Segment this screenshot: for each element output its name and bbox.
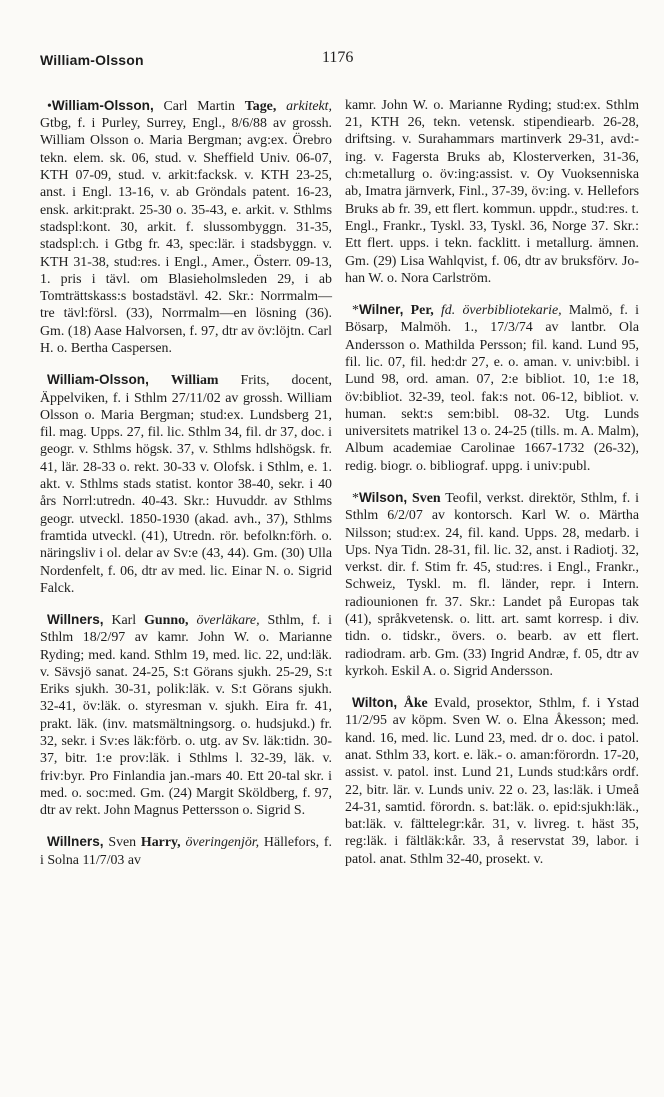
entry-given: Carl Martin [153,98,245,114]
entry-surname: William-Olsson, [47,372,149,388]
entry-given [397,696,404,711]
entry-title: arkitekt, [286,98,332,114]
entry-title: överläkare, [196,612,260,628]
entry-body: Malmö, f. i Bösarp, Malmöh. 1., 17/3/74 av lantbr. Ola Andersson o. Mathilda Persson; fil. kand. Lund 95, fil. lic. 07, fil. hed:dr 27, e. o. aman. v. univ:bibl. i Lund 98, ord. aman. 07, 2:e bibliot. 10, 1:e 18, öv:bibliot. 32-39, teol. fak:s not. 06-12, bibliot. v. human. sekt:s sem:bibl. 08-32. Utg. Lunds universitets matrikel 13 o. 24-25 (tills. m. A. Malm), Album academiae Carolinae 1667-1732 (26-32), redig. biogr. o. bibliograf. uppg. i univ:publ. [345,303,639,474]
entry-body: Teofil, verkst. direktör, Sthlm, f. i Sthlm 6/2/07 av kontorsch. Karl W. o. Märtha Nilsson; stud:ex. 24, fil. kand. Upps. 28, medarb. i Ups. Nya Tidn. 28-31, fil. lic. 32, anst. i Radiotj. 32, verkst. dir. f. Stim fr. 45, stud:res. i Engl., Frankr., Schweiz, Tyskl. m. fl. länder, repr. i Intern. radiounionen fr. 37. Skr.: Landet på Europas tak (41), språkvetensk. o. litt. art. samt korresp. i div. tidn. o. tidskr., övers. o. bearb. av ett flert. radiodram. arb. Gm. (33) Ingrid Andræ, f. 05, dtr av kyrkoh. Eskil A. o. Sigrid Andersson. [345,490,639,679]
entry-surname: Wilner, [358,302,404,318]
entry-given-bold: Gunno, [144,612,189,628]
entry-title: fd. överbibliotekarie, [440,303,562,319]
entry-surname: Willners, [47,611,104,627]
entry-given [149,373,171,388]
page-header [40,49,636,74]
entry-given-bold: Åke [403,696,428,712]
entry-body: Evald, prosektor, Sthlm, f. i Ystad 11/2/95 av köpm. Sven W. o. Elna Åkesson; med. kand. 16, med. lic. Lund 23, med. dr o. doc. i patol. anat. Sthlm 33, kort. e. läk.- o. aman:förordn. 17-20, assist. v. patol. inst. Lund 21, Lunds stud:kårs ordf. 22, bitr. lär. v. Lunds univ. 22 o. 23, las:läk. i Umeå 24-31, samtid. förordn. s. bat:läk. o. epid:sjukh:läk., bat:läk. v. fälttelegr:kår. 31, v. livreg. t. häst 35, reg:läk. i fältläk:kår. 33, å reservstat 39, labor. i patol. anat. Sthlm 32-40, prosekt. v. [345,696,639,867]
entry-given-bold: Per, [410,303,434,319]
entry-wilson-sven [345,489,639,680]
entry-surname: William-Olsson, [51,97,154,113]
entry-surname: Wilton, [352,695,398,711]
page-number: 1176 [322,49,354,66]
entry-wilner-per [345,301,639,475]
running-head: William-Olsson [40,52,144,68]
entry-willners-gunno [40,611,332,820]
entry-surname: Willners, [47,834,104,850]
entry-given: Karl [103,612,145,628]
left-column [40,83,332,883]
entry-william-olsson-william [40,371,332,597]
entry-body: Gtbg, f. i Purley, Surrey, Engl., 8/6/88 av grossh. William Olsson o. Maria Bergman; avg:ex. Örebro tekn. elem. sk. 06, stud. v. Sheffield Univ. 06-07, KTH 07-09, stud. v. arkit:facksk. v. KTH 23-25, anst. i Engl. 13-16, v. ab Gröndals patent. 16-23, ensk. arkit:prakt. 25-30 o. 35-43, e. arkit. v. Sthlms stadspl:kont. 30, arkit. f. slussombyggn. 31-35, stadspl:ch. i Gtbg fr. 43, spec:lär. i stadsbyggn. v. KTH 31-38, stud:res. i Engl., Amer., Österr. 09-13, 1. pris i tävl. om Blasieholmsleden 29, i ab Tomträttskass:s bostadstävl. 42. Skr.: Norrmalm—tre tävl:försl. (33), Norrmalm—en lösning (36). Gm. (18) Aase Halvorsen, f. 97, dtr av öv:löjtn. Carl H. o. Bertha Caspersen. [40,116,332,357]
entry-mark: * [352,303,359,319]
entry-mark: • [47,98,52,114]
right-column [345,83,639,882]
entry-body: Hällefors, f. i Solna 11/7/03 av [40,835,332,868]
entry-body: Sthlm, f. i Sthlm 18/2/97 av kamr. John W. o. Marianne Ryding; med. kand. Sthlm 19, med. lic. 22, und:läk. v. Sävsjö sanat. 24-25, S:t Görans sjukh. 25-29, S:t Eriks sjukh. 30-31, polik:läk. v. S:t Görans sjukh. 32-41, öv:läk. o. styresman v. sjukh. Eira fr. 41, prakt. läk. (inv. matsmältningsorg. o. hudsjukd.) fr. 32, sekr. i Sv:es läk:förb. o. utg. av Sv. läk:tidn. 30-37, bitr. 1:e prov:läk. i Sthlms l. 32-39, läk. v. friv:byr. Pro Finlandia jan.-mars 40. Ett 20-tal skr. i med. o. soc:med. Gm. (24) Margit Sköldberg, f. 97, dtr av rekt. John Magnus Pettersson o. Sigrid S. [40,612,332,819]
entry-given-bold: Harry, [140,835,181,851]
entry-given-bold: Sven [412,490,441,506]
entry-willners-harry-continued [345,97,639,287]
entry-surname: Wilson, [358,489,408,505]
entry-given [403,303,410,318]
entry-given-bold: William [170,373,219,389]
entry-william-olsson-tage [40,97,332,357]
entry-given: Sven [103,835,141,851]
entry-body: Frits, docent, Äppelviken, f. i Sthlm 27/11/02 av grossh. William Olsson o. Maria Bergman; stud:ex. Lundsberg 21, fil. mag. Upps. 27, fil. lic. Sthlm 34, fil. dr 37, doc. i geogr. v. Sthlms högsk. 37, v. Sthlms hdlshögsk. fr. 41, lär. 28-33 o. rekt. 30-33 v. Olofsk. i Sthlm, e. 1. akt. v. Sthlms stads statist. kontor 38-40, sekr. i 40 års Norrl:utredn. 40-43. Skr.: Huvuddr. av Sthlms geogr. utveckl. 1850-1930 (akad. avh., 37), Sthlms framtida utveckl. (41), Utredn. rör. befolkn:förh. o. näringsliv i ol. delar av Sv:e (43, 44). Gm. (30) Ulla Nordenfelt, f. 06, dtr av med. lic. Einar N. o. Sigrid Falck. [40,373,332,596]
entry-body: kamr. John W. o. Marianne Ryding; stud:ex. Sthlm 21, KTH 26, tekn. vetensk. stipendiearb. 26-28, driftsing. v. Surahammars martinverk 29-31, avd:ing. v. Fagersta Bruks ab, Klosterverken, 31-36, ch:metallurg o. öv:ing:assist. v. Oy Vuoksenniska ab, Imatra järnverk, Finl., 37-39, öv:ing. v. Hellefors Bruks ab fr. 39, ett flert. kommun. uppdr., stud:res. t. Engl., Frankr., Tyskl. 33, Tyskl. 36, Norge 37. Skr.: Ett flert. upps. i tekn. facklitt. i metallurg. ämnen. Gm. (29) Lisa Wahlqvist, f. 06, dtr av bruksförv. Johan W. o. Nora Carlström. [345,97,639,286]
entry-wilton-ake [345,694,639,868]
entry-mark: * [352,490,359,506]
entry-given-bold: Tage, [244,98,277,114]
entry-title: överingenjör, [185,835,260,851]
entry-willners-harry [40,833,332,869]
